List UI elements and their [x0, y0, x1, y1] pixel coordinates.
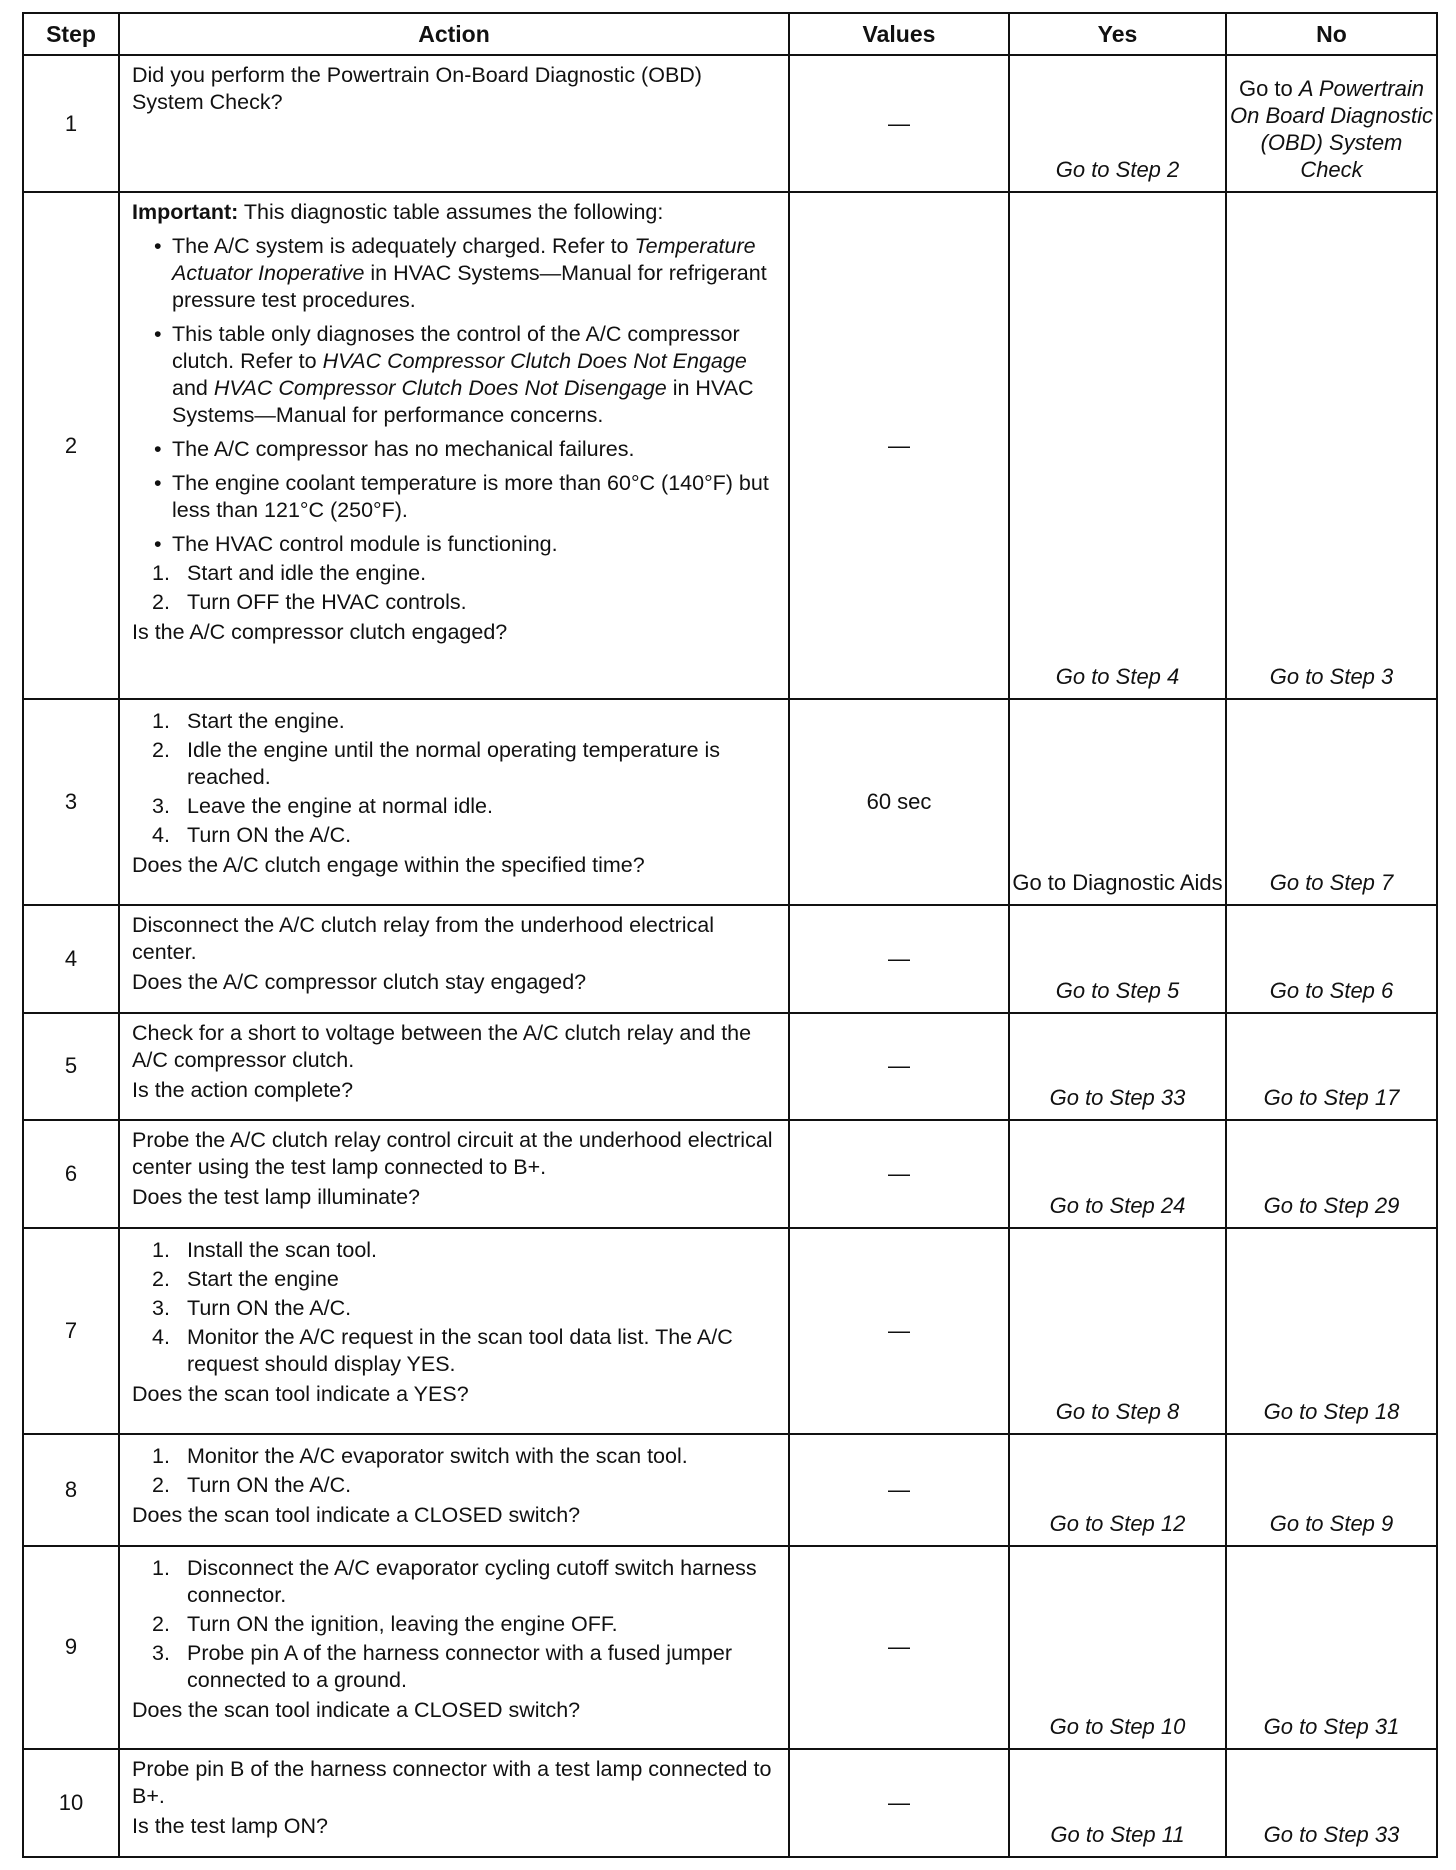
- header-step: Step: [23, 13, 119, 55]
- yes-cell: Go to Step 8: [1009, 1228, 1226, 1434]
- no-cell: Go to Step 33: [1226, 1749, 1437, 1857]
- table-row-step-4: [23, 905, 1437, 1013]
- action-cell: [119, 1013, 789, 1121]
- table-row-step-1: [23, 55, 1437, 192]
- no-cell: Go to Step 18: [1226, 1228, 1437, 1434]
- action-text: Disconnect the A/C clutch relay from the underhood electrical center.: [132, 912, 714, 964]
- action-text: Did you perform the Powertrain On-Board Diagnostic (OBD) System Check?: [132, 63, 702, 114]
- step-number: 10: [23, 1749, 119, 1857]
- table-row-step-8: [23, 1434, 1437, 1546]
- value-cell: [789, 55, 1009, 192]
- no-cell: Go to Step 6: [1226, 905, 1437, 1013]
- value-cell: [789, 1749, 1009, 1857]
- list-item: 4. Turn ON the A/C.: [152, 823, 352, 848]
- step-number: 4: [23, 905, 119, 1013]
- value-dash: —: [888, 1053, 910, 1079]
- action-question: Is the test lamp ON?: [132, 1814, 328, 1839]
- value-cell: [789, 905, 1009, 1013]
- value-dash: —: [888, 1161, 910, 1187]
- value-cell: [789, 1546, 1009, 1749]
- action-cell: [119, 192, 789, 699]
- value-dash: —: [888, 110, 910, 136]
- diagnostic-table: [22, 12, 1438, 1858]
- list-item: 1. Start the engine.: [152, 709, 345, 734]
- value-cell: [789, 1120, 1009, 1228]
- value-dash: —: [888, 432, 910, 458]
- important-text: This diagnostic table assumes the following:: [243, 200, 664, 225]
- important-note: [132, 199, 778, 226]
- procedure-list: [132, 560, 778, 616]
- no-cell: Go to Step 9: [1226, 1434, 1437, 1546]
- list-item: 1. Disconnect the A/C evaporator cycling cutoff switch harness connector.: [152, 1555, 757, 1607]
- action-cell: [119, 1228, 789, 1434]
- header-yes: Yes: [1009, 13, 1226, 55]
- list-item: 1. Monitor the A/C evaporator switch with the scan tool.: [152, 1443, 688, 1468]
- step-number: 6: [23, 1120, 119, 1228]
- yes-cell: Go to Step 24: [1009, 1120, 1226, 1228]
- action-question: Does the A/C compressor clutch stay engaged?: [132, 969, 587, 994]
- table-row-step-10: [23, 1749, 1437, 1857]
- no-cell: Go to Step 7: [1226, 699, 1437, 905]
- no-cell: Go to Step 17: [1226, 1013, 1437, 1121]
- procedure-list: [132, 708, 778, 849]
- list-item: • This table only diagnoses the control of the A/C compressor clutch. Refer to HVAC Compressor Clutch Does Not Engage and HVAC Compressor Clutch Does Not Disengage in HVAC Systems—Manual for performance concerns.: [132, 321, 778, 429]
- yes-cell: Go to Step 2: [1009, 55, 1226, 192]
- value-dash: —: [888, 945, 910, 971]
- value-dash: —: [888, 1634, 910, 1660]
- step-number: 1: [23, 55, 119, 192]
- no-cell: Go to Step 3: [1226, 192, 1437, 699]
- value-dash: —: [888, 1790, 910, 1816]
- value-cell: [789, 192, 1009, 699]
- yes-cell: Go to Step 33: [1009, 1013, 1226, 1121]
- value-cell: [789, 1434, 1009, 1546]
- no-cell: Go to Step 29: [1226, 1120, 1437, 1228]
- yes-cell: Go to Step 11: [1009, 1749, 1226, 1857]
- list-item: 1. Start and idle the engine.: [152, 561, 427, 586]
- no-link: A Powertrain On Board Diagnostic (OBD) System Check: [1230, 76, 1433, 183]
- action-question: Is the action complete?: [132, 1077, 354, 1102]
- list-item: 3. Leave the engine at normal idle.: [152, 794, 493, 819]
- action-cell: [119, 1546, 789, 1749]
- yes-cell: Go to Step 4: [1009, 192, 1226, 699]
- yes-cell: Go to Step 10: [1009, 1546, 1226, 1749]
- action-question: Does the scan tool indicate a CLOSED switch?: [132, 1697, 581, 1722]
- step-number: 9: [23, 1546, 119, 1749]
- action-cell: [119, 55, 789, 192]
- list-item: 2. Turn ON the A/C.: [152, 1472, 352, 1497]
- action-text: Probe the A/C clutch relay control circuit at the underhood electrical center using the test lamp connected to B+.: [132, 1128, 773, 1180]
- header-no: No: [1226, 13, 1437, 55]
- yes-cell: Go to Step 12: [1009, 1434, 1226, 1546]
- action-question: Does the scan tool indicate a CLOSED switch?: [132, 1502, 581, 1527]
- step-number: 7: [23, 1228, 119, 1434]
- action-question: Is the A/C compressor clutch engaged?: [132, 620, 508, 645]
- table-row-step-3: [23, 699, 1437, 905]
- assumption-list: [132, 233, 778, 558]
- step-number: 8: [23, 1434, 119, 1546]
- action-cell: [119, 1434, 789, 1546]
- step-number: 2: [23, 192, 119, 699]
- list-item: • The A/C system is adequately charged. Refer to Temperature Actuator Inoperative in HVAC Systems—Manual for refrigerant pressure test procedures.: [132, 233, 778, 314]
- list-item: 3. Turn ON the A/C.: [152, 1296, 352, 1321]
- header-values: Values: [789, 13, 1009, 55]
- table-row-step-2: [23, 192, 1437, 699]
- important-label: Important:: [132, 200, 239, 225]
- yes-cell: Go to Step 5: [1009, 905, 1226, 1013]
- step-number: 5: [23, 1013, 119, 1121]
- list-item: • The HVAC control module is functioning.: [132, 531, 778, 558]
- no-cell: [1226, 55, 1437, 192]
- list-item: 1. Install the scan tool.: [152, 1238, 378, 1263]
- yes-cell: Go to Diagnostic Aids: [1009, 699, 1226, 905]
- table-row-step-6: [23, 1120, 1437, 1228]
- list-item: 2. Turn OFF the HVAC controls.: [152, 590, 467, 615]
- action-cell: [119, 699, 789, 905]
- table-row-step-5: [23, 1013, 1437, 1121]
- action-cell: [119, 1120, 789, 1228]
- procedure-list: [132, 1443, 778, 1499]
- list-item: 4. Monitor the A/C request in the scan tool data list. The A/C request should display YES.: [152, 1325, 733, 1377]
- procedure-list: [132, 1237, 778, 1378]
- procedure-list: [132, 1555, 778, 1694]
- value-dash: —: [888, 1476, 910, 1502]
- header-action: Action: [119, 13, 789, 55]
- list-item: • The A/C compressor has no mechanical failures.: [132, 436, 778, 463]
- action-question: Does the A/C clutch engage within the specified time?: [132, 853, 645, 878]
- list-item: 2. Turn ON the ignition, leaving the engine OFF.: [152, 1611, 618, 1636]
- value-cell: 60 sec: [789, 699, 1009, 905]
- no-prefix: Go to: [1238, 76, 1299, 102]
- list-item: 2. Start the engine: [152, 1267, 339, 1292]
- header-row: [23, 13, 1437, 55]
- action-question: Does the scan tool indicate a YES?: [132, 1382, 469, 1407]
- table-row-step-9: [23, 1546, 1437, 1749]
- list-item: • The engine coolant temperature is more than 60°C (140°F) but less than 121°C (250°F).: [132, 470, 778, 524]
- step-number: 3: [23, 699, 119, 905]
- value-cell: [789, 1013, 1009, 1121]
- action-text: Probe pin B of the harness connector with a test lamp connected to B+.: [132, 1757, 772, 1809]
- action-text: Check for a short to voltage between the A/C clutch relay and the A/C compressor clutch.: [132, 1020, 752, 1072]
- list-item: 2. Idle the engine until the normal operating temperature is reached.: [152, 738, 721, 790]
- value-cell: [789, 1228, 1009, 1434]
- no-cell: Go to Step 31: [1226, 1546, 1437, 1749]
- action-cell: [119, 905, 789, 1013]
- list-item: 3. Probe pin A of the harness connector with a fused jumper connected to a ground.: [152, 1640, 732, 1692]
- table-row-step-7: [23, 1228, 1437, 1434]
- action-question: Does the test lamp illuminate?: [132, 1185, 421, 1210]
- value-dash: —: [888, 1317, 910, 1343]
- action-cell: [119, 1749, 789, 1857]
